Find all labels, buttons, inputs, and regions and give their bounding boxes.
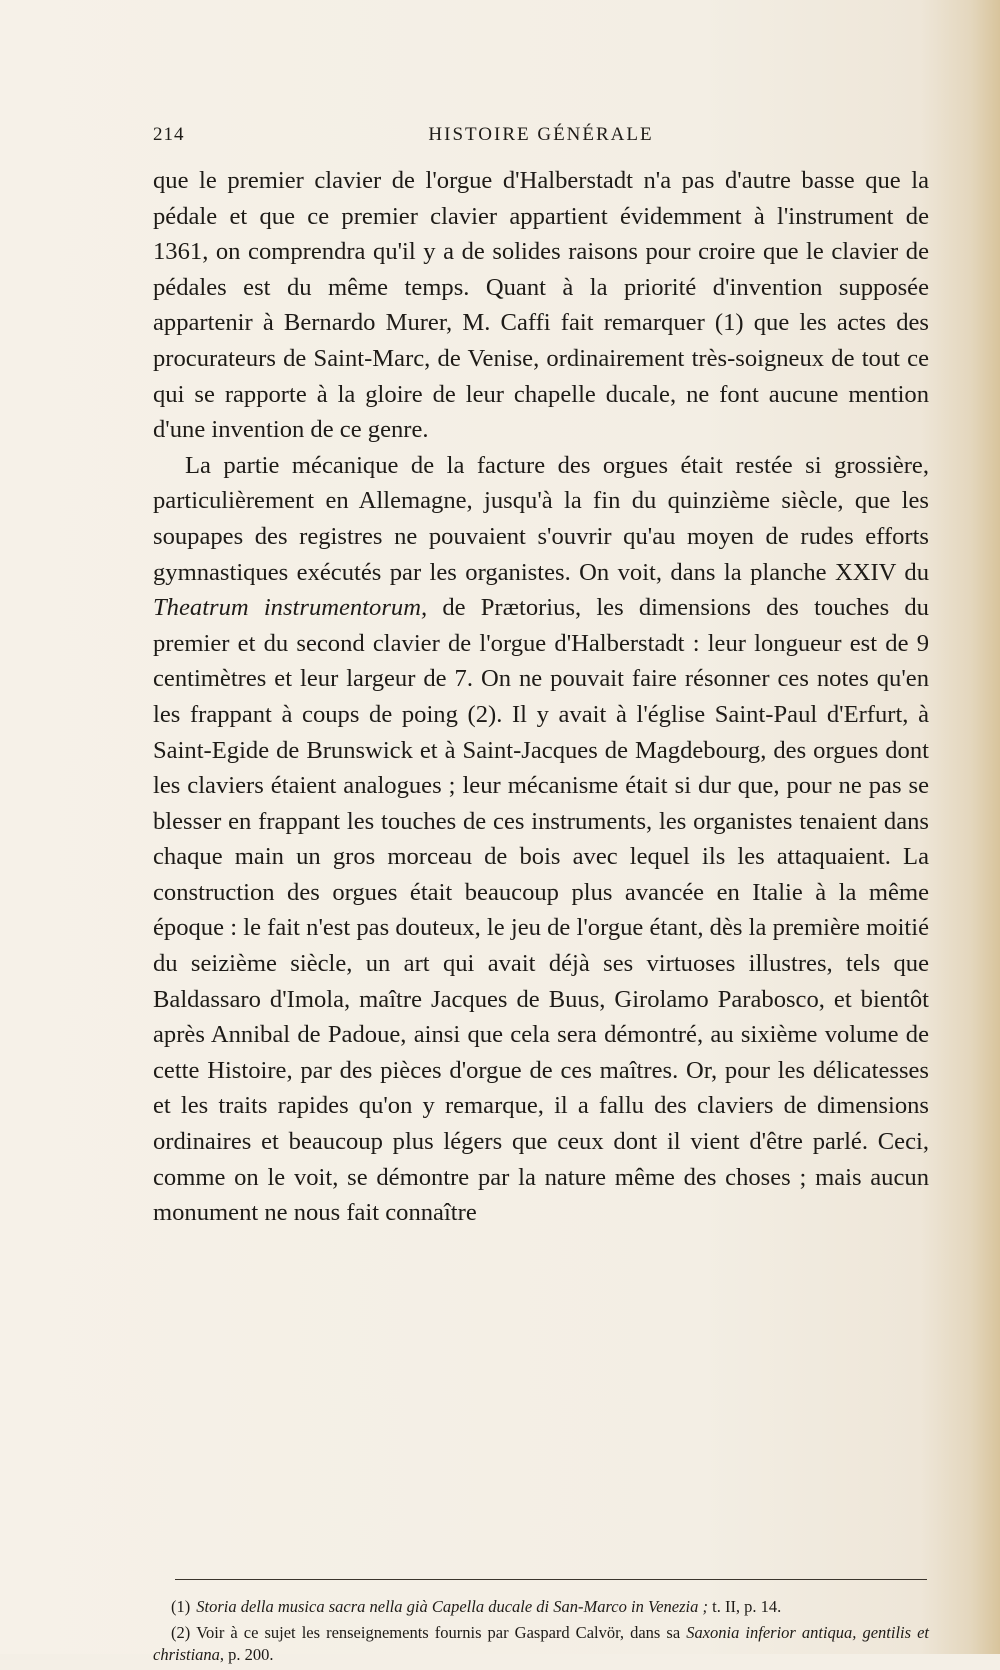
running-title: HISTOIRE GÉNÉRALE <box>428 124 654 145</box>
footnote-2 <box>153 1622 929 1666</box>
footnotes <box>153 1596 929 1670</box>
paragraph-2-text-a: La partie mécanique de la facture des orgues était restée si grossière, particulièrement en Allemagne, jusqu'à la fin du quinzième siècle, que les soupapes des registres ne pouvaient s'ouvrir qu'au moyen de rudes efforts gymnastiques exécutés par les organistes. On voit, dans la planche XXIV du <box>153 451 929 586</box>
paragraph-1: que le premier clavier de l'orgue d'Halberstadt n'a pas d'autre basse que la pédale et que ce premier clavier appartient évidemment à l'instrument de 1361, on comprendra qu'il y a de solides raisons pour croire que le clavier de pédales est du même temps. Quant à la priorité d'invention supposée appartenir à Bernardo Murer, M. Caffi fait remarquer (1) que les actes des procurateurs de Saint-Marc, de Venise, ordinairement très-soigneux de tout ce qui se rapporte à la gloire de leur chapelle ducale, ne font aucune mention d'une invention de ce genre. <box>153 167 929 444</box>
main-text <box>153 163 929 1231</box>
footnote-2-title: Saxonia inferior antiqua, gentilis et christiana <box>153 1623 930 1664</box>
paragraph-2 <box>153 448 929 1231</box>
footnote-2-text: Voir à ce sujet les renseignements fournis par Gaspard Calvör, dans sa <box>196 1623 687 1642</box>
footnote-2-rest: , p. 200. <box>219 1645 274 1664</box>
footnote-1-title: Storia della musica sacra nella già Capella ducale di San-Marco in Venezia ; <box>196 1597 708 1616</box>
theatrum-title: Theatrum instrumentorum, <box>153 594 428 622</box>
page-number: 214 <box>153 124 185 145</box>
footnote-2-marker: (2) <box>171 1623 191 1642</box>
footnote-1-marker: (1) <box>171 1597 191 1616</box>
page-header <box>153 124 929 154</box>
footnote-1-rest: t. II, p. 14. <box>707 1597 782 1616</box>
footnote-1 <box>153 1596 929 1618</box>
paragraph-2-text-b: de Prætorius, les dimensions des touches du premier et du second clavier de l'orgue d'Halberstadt : leur longueur est de 9 centimètres et leur largeur de 7. On ne pouvait faire résonner ces notes qu'en les frappant à coups de poing (2). Il y avait à l'église Saint-Paul d'Erfurt, à Saint-Egide de Brunswick et à Saint-Jacques de Magdebourg, des orgues dont les claviers étaient analogues ; leur mécanisme était si dur que, pour ne pas se blesser en frappant les touches de ces instruments, les organistes tenaient dans chaque main un gros morceau de bois avec lequel ils les attaquaient. La construction des orgues était beaucoup plus avancée en Italie à la même époque : le fait n'est pas douteux, le jeu de l'orgue étant, dès la première moitié du seizième siècle, un art qui avait déjà ses virtuoses illustres, tels que Baldassaro d'Imola, maître Jacques de Buus, Girolamo Parabosco, et bientôt après Annibal de Padoue, ainsi que cela sera démontré, au sixième volume de cette Histoire, par des pièces d'orgue de ces maîtres. Or, pour les délicatesses et les traits rapides qu'on y remarque, il a fallu des claviers de dimensions ordinaires et beaucoup plus légers que ceux dont il vient d'être parlé. Ceci, comme on le voit, se démontre par la nature même des choses ; mais aucun monument ne nous fait connaître <box>153 594 929 1227</box>
footnote-rule <box>175 1579 927 1580</box>
